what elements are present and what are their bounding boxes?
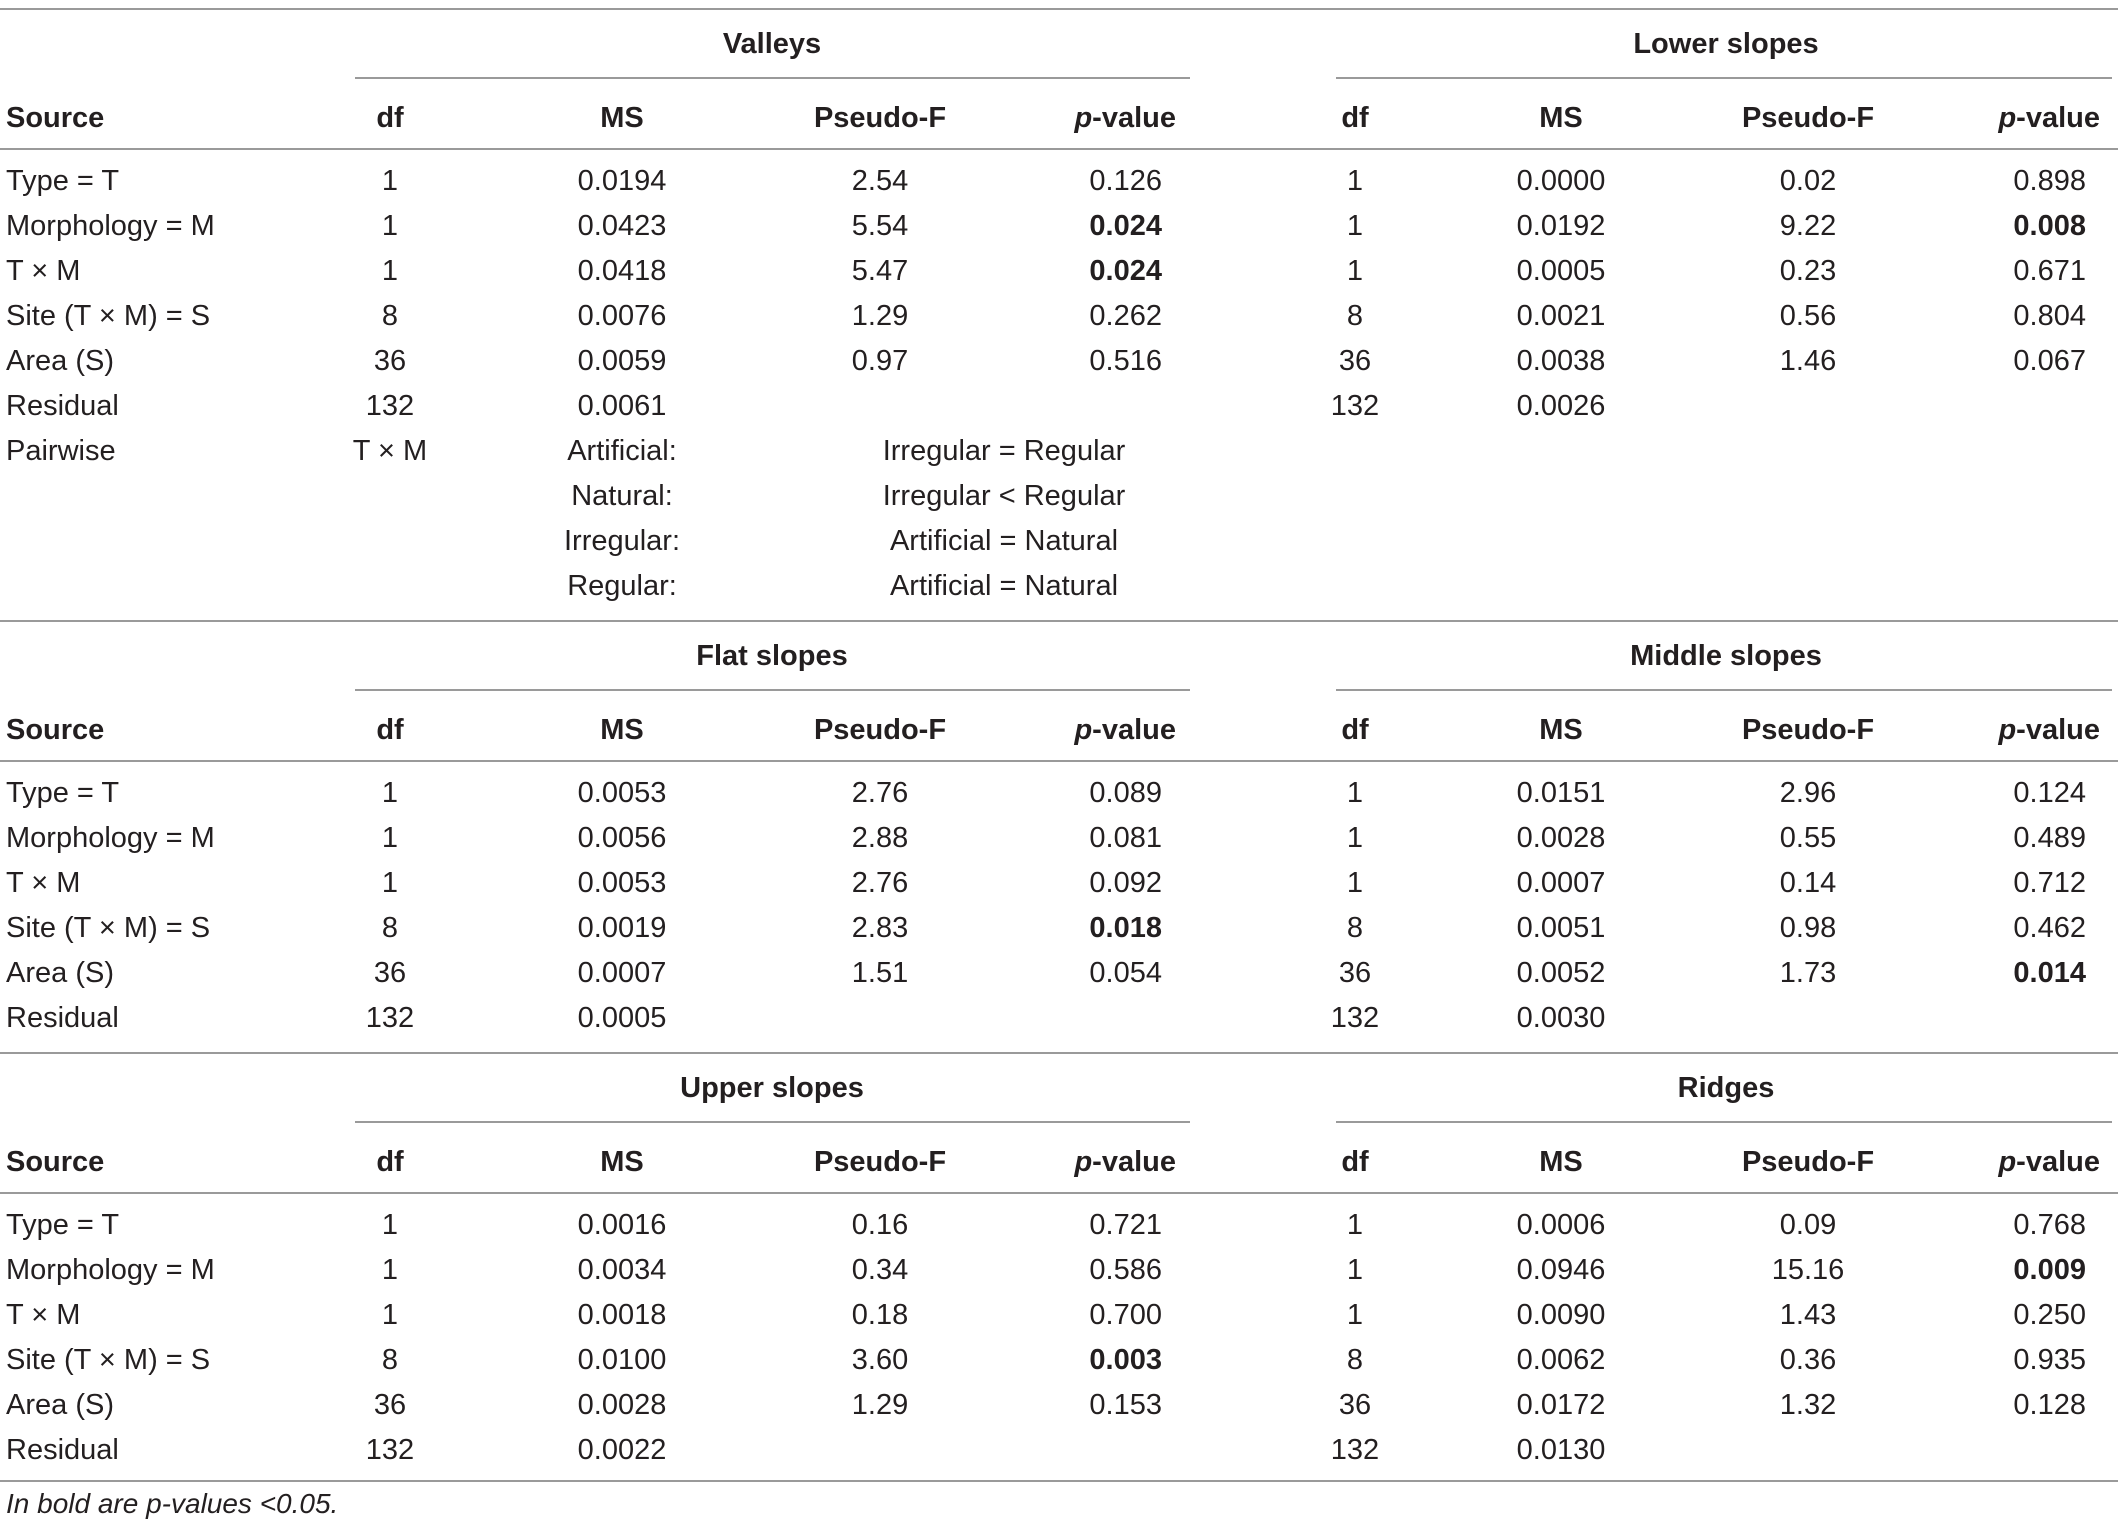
block-top-rule bbox=[0, 8, 2118, 10]
row-source-label: Area (S) bbox=[6, 957, 114, 989]
cell-pseudo-f: 5.47 bbox=[851, 255, 909, 287]
row-source-label: T × M bbox=[6, 255, 81, 287]
cell-pseudo-f: 0.14 bbox=[1779, 867, 1837, 899]
header-bottom-rule bbox=[0, 760, 2118, 762]
cell-df: 8 bbox=[1346, 912, 1364, 944]
cell-p-value: 0.489 bbox=[2013, 822, 2086, 854]
block-top-rule bbox=[0, 1052, 2118, 1054]
cell-df: 36 bbox=[1338, 957, 1372, 989]
pairwise-level: Irregular: bbox=[563, 525, 681, 557]
row-source-label: Morphology = M bbox=[6, 822, 215, 854]
row-source-label: Site (T × M) = S bbox=[6, 912, 211, 944]
pairwise-result: Artificial = Natural bbox=[889, 570, 1119, 602]
cell-df: 1 bbox=[381, 255, 399, 287]
cell-df: 132 bbox=[1330, 1002, 1380, 1034]
p-suffix: -value bbox=[1092, 714, 1176, 746]
cell-df: 36 bbox=[373, 1389, 407, 1421]
cell-ms: 0.0053 bbox=[577, 777, 667, 809]
cell-p-value: 0.250 bbox=[2013, 1299, 2086, 1331]
row-source-label: Morphology = M bbox=[6, 210, 215, 242]
cell-pseudo-f: 2.76 bbox=[851, 867, 909, 899]
cell-ms: 0.0056 bbox=[577, 822, 667, 854]
row-source-label: Type = T bbox=[6, 1209, 120, 1241]
row-source-label: T × M bbox=[6, 867, 81, 899]
column-header-pseudo-f: Pseudo-F bbox=[1741, 1146, 1875, 1178]
panel-title: Upper slopes bbox=[680, 1072, 864, 1104]
cell-df: 1 bbox=[1346, 255, 1364, 287]
column-header-p-value bbox=[1074, 1142, 1176, 1182]
column-header-source: Source bbox=[6, 102, 105, 134]
column-header-p-value bbox=[1074, 710, 1176, 750]
cell-pseudo-f: 0.18 bbox=[851, 1299, 909, 1331]
cell-ms: 0.0062 bbox=[1516, 1344, 1606, 1376]
cell-df: 1 bbox=[381, 1209, 399, 1241]
column-header-pseudo-f: Pseudo-F bbox=[1741, 714, 1875, 746]
cell-pseudo-f: 1.29 bbox=[851, 1389, 909, 1421]
panel-title-rule bbox=[1336, 77, 2112, 79]
cell-df: 132 bbox=[365, 390, 415, 422]
cell-p-value: 0.024 bbox=[1089, 210, 1162, 242]
pairwise-label: Pairwise bbox=[6, 435, 116, 467]
cell-ms: 0.0100 bbox=[577, 1344, 667, 1376]
row-source-label: Residual bbox=[6, 1002, 119, 1034]
column-header-pseudo-f: Pseudo-F bbox=[813, 102, 947, 134]
cell-df: 1 bbox=[1346, 777, 1364, 809]
cell-ms: 0.0038 bbox=[1516, 345, 1606, 377]
cell-p-value: 0.089 bbox=[1089, 777, 1162, 809]
panel-title-rule bbox=[355, 1121, 1190, 1123]
column-header-df: df bbox=[376, 102, 404, 134]
cell-ms: 0.0151 bbox=[1516, 777, 1606, 809]
cell-p-value: 0.014 bbox=[2013, 957, 2086, 989]
table-bottom-rule bbox=[0, 1480, 2118, 1482]
pairwise-result: Artificial = Natural bbox=[889, 525, 1119, 557]
pairwise-term: T × M bbox=[352, 435, 428, 467]
cell-df: 132 bbox=[1330, 1434, 1380, 1466]
row-source-label: T × M bbox=[6, 1299, 81, 1331]
cell-pseudo-f: 0.09 bbox=[1779, 1209, 1837, 1241]
cell-p-value: 0.124 bbox=[2013, 777, 2086, 809]
cell-df: 1 bbox=[1346, 1254, 1364, 1286]
cell-p-value: 0.081 bbox=[1089, 822, 1162, 854]
cell-pseudo-f: 1.51 bbox=[851, 957, 909, 989]
cell-ms: 0.0053 bbox=[577, 867, 667, 899]
column-header-p-value bbox=[1998, 710, 2100, 750]
cell-pseudo-f: 5.54 bbox=[851, 210, 909, 242]
cell-pseudo-f: 1.46 bbox=[1779, 345, 1837, 377]
header-bottom-rule bbox=[0, 148, 2118, 150]
cell-ms: 0.0034 bbox=[577, 1254, 667, 1286]
cell-df: 36 bbox=[373, 957, 407, 989]
cell-ms: 0.0019 bbox=[577, 912, 667, 944]
cell-ms: 0.0946 bbox=[1516, 1254, 1606, 1286]
cell-ms: 0.0028 bbox=[577, 1389, 667, 1421]
cell-pseudo-f: 1.29 bbox=[851, 300, 909, 332]
column-header-pseudo-f: Pseudo-F bbox=[813, 714, 947, 746]
panel-title: Flat slopes bbox=[696, 640, 848, 672]
cell-pseudo-f: 0.56 bbox=[1779, 300, 1837, 332]
cell-df: 132 bbox=[1330, 390, 1380, 422]
p-letter: p bbox=[1998, 714, 2017, 746]
cell-pseudo-f: 0.34 bbox=[851, 1254, 909, 1286]
header-bottom-rule bbox=[0, 1192, 2118, 1194]
cell-ms: 0.0076 bbox=[577, 300, 667, 332]
cell-p-value: 0.935 bbox=[2013, 1344, 2086, 1376]
cell-p-value: 0.712 bbox=[2013, 867, 2086, 899]
p-letter: p bbox=[1074, 714, 1093, 746]
cell-pseudo-f: 2.76 bbox=[851, 777, 909, 809]
cell-ms: 0.0006 bbox=[1516, 1209, 1606, 1241]
cell-df: 8 bbox=[381, 912, 399, 944]
cell-pseudo-f: 2.88 bbox=[851, 822, 909, 854]
cell-pseudo-f: 1.73 bbox=[1779, 957, 1837, 989]
cell-p-value: 0.586 bbox=[1089, 1254, 1162, 1286]
cell-pseudo-f: 3.60 bbox=[851, 1344, 909, 1376]
cell-p-value: 0.671 bbox=[2013, 255, 2086, 287]
cell-pseudo-f: 0.23 bbox=[1779, 255, 1837, 287]
cell-df: 1 bbox=[381, 210, 399, 242]
cell-p-value: 0.067 bbox=[2013, 345, 2086, 377]
column-header-ms: MS bbox=[1539, 714, 1583, 746]
cell-ms: 0.0022 bbox=[577, 1434, 667, 1466]
column-header-df: df bbox=[1341, 714, 1369, 746]
p-letter: p bbox=[1074, 102, 1093, 134]
cell-df: 132 bbox=[365, 1002, 415, 1034]
cell-p-value: 0.898 bbox=[2013, 165, 2086, 197]
cell-df: 1 bbox=[381, 165, 399, 197]
column-header-source: Source bbox=[6, 714, 105, 746]
p-letter: p bbox=[1998, 1146, 2017, 1178]
cell-pseudo-f: 0.97 bbox=[851, 345, 909, 377]
column-header-df: df bbox=[1341, 102, 1369, 134]
cell-df: 1 bbox=[1346, 867, 1364, 899]
cell-p-value: 0.721 bbox=[1089, 1209, 1162, 1241]
column-header-df: df bbox=[1341, 1146, 1369, 1178]
pairwise-result: Irregular = Regular bbox=[882, 435, 1126, 467]
cell-ms: 0.0000 bbox=[1516, 165, 1606, 197]
column-header-p-value bbox=[1998, 98, 2100, 138]
column-header-p-value bbox=[1074, 98, 1176, 138]
p-letter: p bbox=[1074, 1146, 1093, 1178]
column-header-ms: MS bbox=[600, 102, 644, 134]
row-source-label: Area (S) bbox=[6, 345, 114, 377]
panel-title: Ridges bbox=[1677, 1072, 1775, 1104]
cell-df: 36 bbox=[1338, 345, 1372, 377]
cell-pseudo-f: 1.32 bbox=[1779, 1389, 1837, 1421]
row-source-label: Site (T × M) = S bbox=[6, 300, 211, 332]
row-source-label: Site (T × M) = S bbox=[6, 1344, 211, 1376]
cell-p-value: 0.516 bbox=[1089, 345, 1162, 377]
p-suffix: -value bbox=[2016, 714, 2100, 746]
column-header-ms: MS bbox=[1539, 102, 1583, 134]
cell-p-value: 0.804 bbox=[2013, 300, 2086, 332]
cell-df: 8 bbox=[1346, 300, 1364, 332]
pairwise-level: Regular: bbox=[567, 570, 677, 602]
cell-ms: 0.0005 bbox=[577, 1002, 667, 1034]
cell-p-value: 0.003 bbox=[1089, 1344, 1162, 1376]
cell-pseudo-f: 15.16 bbox=[1771, 1254, 1845, 1286]
cell-df: 1 bbox=[1346, 210, 1364, 242]
cell-pseudo-f: 0.55 bbox=[1779, 822, 1837, 854]
cell-ms: 0.0172 bbox=[1516, 1389, 1606, 1421]
cell-ms: 0.0052 bbox=[1516, 957, 1606, 989]
cell-pseudo-f: 2.54 bbox=[851, 165, 909, 197]
column-header-ms: MS bbox=[1539, 1146, 1583, 1178]
cell-df: 1 bbox=[381, 822, 399, 854]
cell-ms: 0.0059 bbox=[577, 345, 667, 377]
cell-p-value: 0.054 bbox=[1089, 957, 1162, 989]
panel-title-rule bbox=[1336, 689, 2112, 691]
cell-ms: 0.0026 bbox=[1516, 390, 1606, 422]
cell-df: 1 bbox=[381, 777, 399, 809]
row-source-label: Residual bbox=[6, 1434, 119, 1466]
table-footnote: In bold are p-values <0.05. bbox=[6, 1488, 339, 1519]
cell-p-value: 0.018 bbox=[1089, 912, 1162, 944]
column-header-p-value bbox=[1998, 1142, 2100, 1182]
cell-ms: 0.0051 bbox=[1516, 912, 1606, 944]
cell-pseudo-f: 1.43 bbox=[1779, 1299, 1837, 1331]
cell-ms: 0.0007 bbox=[577, 957, 667, 989]
cell-ms: 0.0021 bbox=[1516, 300, 1606, 332]
panel-title-rule bbox=[1336, 1121, 2112, 1123]
cell-ms: 0.0130 bbox=[1516, 1434, 1606, 1466]
row-source-label: Type = T bbox=[6, 165, 120, 197]
panel-title-rule bbox=[355, 77, 1190, 79]
p-suffix: -value bbox=[2016, 102, 2100, 134]
cell-ms: 0.0005 bbox=[1516, 255, 1606, 287]
cell-ms: 0.0418 bbox=[577, 255, 667, 287]
panel-title-rule bbox=[355, 689, 1190, 691]
cell-ms: 0.0028 bbox=[1516, 822, 1606, 854]
cell-ms: 0.0194 bbox=[577, 165, 667, 197]
cell-df: 132 bbox=[365, 1434, 415, 1466]
cell-p-value: 0.153 bbox=[1089, 1389, 1162, 1421]
cell-pseudo-f: 0.16 bbox=[851, 1209, 909, 1241]
cell-ms: 0.0016 bbox=[577, 1209, 667, 1241]
cell-df: 1 bbox=[381, 1254, 399, 1286]
p-suffix: -value bbox=[1092, 1146, 1176, 1178]
cell-df: 36 bbox=[1338, 1389, 1372, 1421]
cell-p-value: 0.262 bbox=[1089, 300, 1162, 332]
row-source-label: Area (S) bbox=[6, 1389, 114, 1421]
cell-ms: 0.0018 bbox=[577, 1299, 667, 1331]
cell-pseudo-f: 2.83 bbox=[851, 912, 909, 944]
cell-p-value: 0.128 bbox=[2013, 1389, 2086, 1421]
cell-df: 8 bbox=[1346, 1344, 1364, 1376]
column-header-pseudo-f: Pseudo-F bbox=[813, 1146, 947, 1178]
column-header-df: df bbox=[376, 714, 404, 746]
cell-ms: 0.0423 bbox=[577, 210, 667, 242]
cell-ms: 0.0007 bbox=[1516, 867, 1606, 899]
row-source-label: Morphology = M bbox=[6, 1254, 215, 1286]
pairwise-level: Natural: bbox=[571, 480, 673, 512]
column-header-source: Source bbox=[6, 1146, 105, 1178]
cell-df: 8 bbox=[381, 300, 399, 332]
panel-title: Middle slopes bbox=[1630, 640, 1822, 672]
column-header-ms: MS bbox=[600, 714, 644, 746]
cell-ms: 0.0061 bbox=[577, 390, 667, 422]
panel-title: Valleys bbox=[722, 28, 822, 60]
cell-df: 1 bbox=[381, 1299, 399, 1331]
cell-pseudo-f: 0.02 bbox=[1779, 165, 1837, 197]
pairwise-level: Artificial: bbox=[567, 435, 677, 467]
cell-ms: 0.0090 bbox=[1516, 1299, 1606, 1331]
cell-df: 1 bbox=[1346, 822, 1364, 854]
cell-p-value: 0.024 bbox=[1089, 255, 1162, 287]
cell-p-value: 0.462 bbox=[2013, 912, 2086, 944]
cell-p-value: 0.700 bbox=[1089, 1299, 1162, 1331]
row-source-label: Residual bbox=[6, 390, 119, 422]
cell-p-value: 0.768 bbox=[2013, 1209, 2086, 1241]
cell-pseudo-f: 2.96 bbox=[1779, 777, 1837, 809]
cell-p-value: 0.008 bbox=[2013, 210, 2086, 242]
cell-pseudo-f: 0.36 bbox=[1779, 1344, 1837, 1376]
pairwise-result: Irregular < Regular bbox=[882, 480, 1126, 512]
row-source-label: Type = T bbox=[6, 777, 120, 809]
cell-df: 8 bbox=[381, 1344, 399, 1376]
cell-ms: 0.0192 bbox=[1516, 210, 1606, 242]
cell-ms: 0.0030 bbox=[1516, 1002, 1606, 1034]
cell-df: 1 bbox=[381, 867, 399, 899]
p-suffix: -value bbox=[1092, 102, 1176, 134]
cell-pseudo-f: 9.22 bbox=[1779, 210, 1837, 242]
cell-df: 1 bbox=[1346, 1299, 1364, 1331]
column-header-pseudo-f: Pseudo-F bbox=[1741, 102, 1875, 134]
column-header-ms: MS bbox=[600, 1146, 644, 1178]
column-header-df: df bbox=[376, 1146, 404, 1178]
p-letter: p bbox=[1998, 102, 2017, 134]
cell-df: 1 bbox=[1346, 1209, 1364, 1241]
cell-df: 36 bbox=[373, 345, 407, 377]
cell-df: 1 bbox=[1346, 165, 1364, 197]
cell-pseudo-f: 0.98 bbox=[1779, 912, 1837, 944]
panel-title: Lower slopes bbox=[1633, 28, 1819, 60]
cell-p-value: 0.126 bbox=[1089, 165, 1162, 197]
cell-p-value: 0.092 bbox=[1089, 867, 1162, 899]
cell-p-value: 0.009 bbox=[2013, 1254, 2086, 1286]
block-top-rule bbox=[0, 620, 2118, 622]
p-suffix: -value bbox=[2016, 1146, 2100, 1178]
